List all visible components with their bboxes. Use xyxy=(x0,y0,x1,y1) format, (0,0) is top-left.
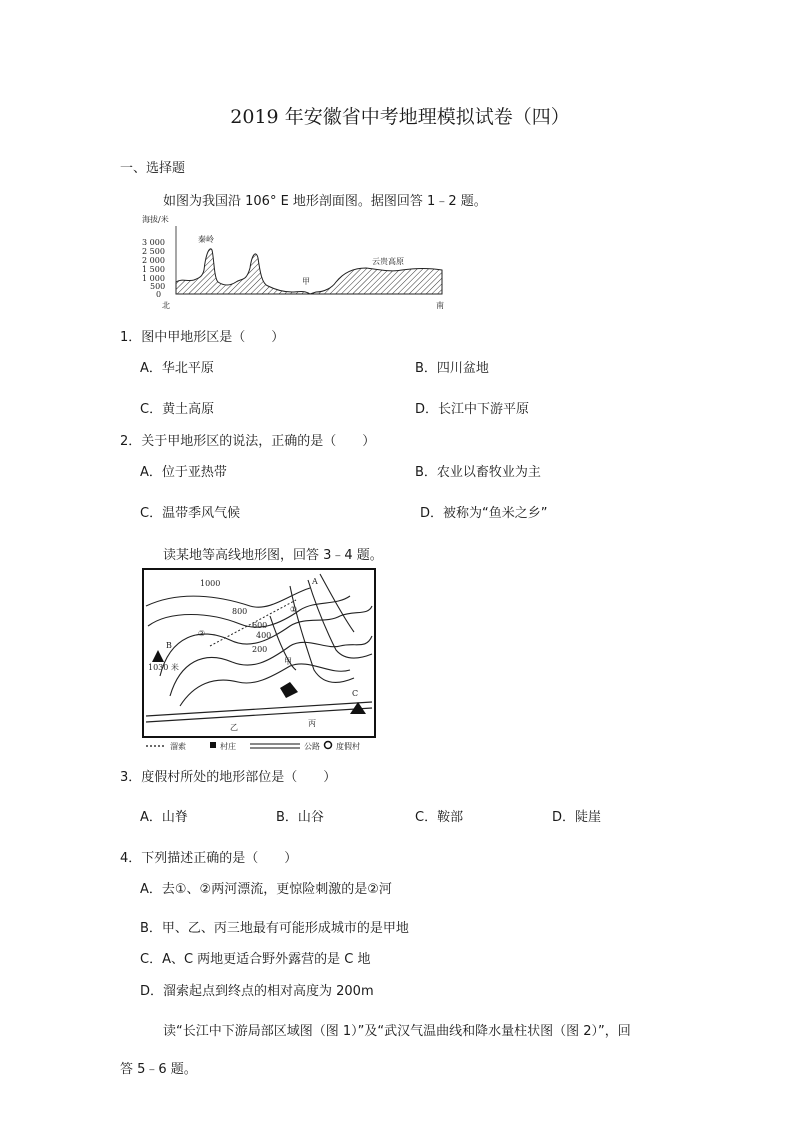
label-north: 北 xyxy=(162,301,170,310)
q2-option-b: B．农业以畜牧业为主 xyxy=(415,465,541,480)
q1-option-a: A．华北平原 xyxy=(140,361,214,376)
q4-option-a: A．去①、②两河漂流，更惊险刺激的是②河 xyxy=(140,882,392,897)
q4-option-c: C．A、C 两地更适合野外露营的是 C 地 xyxy=(140,952,371,967)
contour-map-figure xyxy=(140,566,380,754)
peak-label: 1030 米 xyxy=(148,663,179,672)
question-4-stem: 4．下列描述正确的是（ ） xyxy=(120,851,298,866)
section-heading: 一、选择题 xyxy=(120,161,186,176)
q1-option-d: D．长江中下游平原 xyxy=(415,402,530,417)
q1-option-c: C．黄土高原 xyxy=(140,402,215,417)
contour-label: 800 xyxy=(232,607,248,616)
terrain-profile-figure xyxy=(140,212,450,312)
legend-label: 公路 xyxy=(304,742,320,751)
legend-label: 度假村 xyxy=(336,742,360,751)
place-label: 乙 xyxy=(230,723,238,732)
ytick: 2 000 xyxy=(142,256,165,265)
contour-label: 1000 xyxy=(200,579,221,588)
question-intro: 如图为我国沿 106° E 地形剖面图。据图回答 1﹣2 题。 xyxy=(163,194,487,209)
ytick: 1 500 xyxy=(142,265,165,274)
ytick: 2 500 xyxy=(142,247,165,256)
label-yungui: 云贵高原 xyxy=(372,257,404,266)
legend-label: 溜索 xyxy=(170,742,186,751)
place-label: 丙 xyxy=(308,719,316,728)
legend-label: 村庄 xyxy=(220,742,236,751)
point-label: C xyxy=(352,689,359,698)
q3-option-a: A．山脊 xyxy=(140,810,188,825)
contour-label: 600 xyxy=(252,621,268,630)
place-label: 甲 xyxy=(284,657,292,666)
point-label: B xyxy=(166,641,172,650)
river-label: ② xyxy=(198,629,206,638)
contour-label: 200 xyxy=(252,645,268,654)
page-title: 2019 年安徽省中考地理模拟试卷（四） xyxy=(230,106,570,128)
q2-option-a: A．位于亚热带 xyxy=(140,465,227,480)
point-label: A xyxy=(312,577,318,586)
ytick: 3 000 xyxy=(142,238,165,247)
river-label: ① xyxy=(290,605,298,614)
question-2-stem: 2．关于甲地形区的说法，正确的是（ ） xyxy=(120,434,376,449)
label-south: 南 xyxy=(436,301,444,310)
question-intro-cont: 答 5﹣6 题。 xyxy=(120,1062,197,1077)
q2-option-c: C．温带季风气候 xyxy=(140,506,241,521)
ytick: 1 000 xyxy=(142,274,165,283)
question-intro: 读某地等高线地形图，回答 3﹣4 题。 xyxy=(163,548,383,563)
q3-option-d: D．陡崖 xyxy=(552,810,602,825)
q4-option-d: D．溜索起点到终点的相对高度为 200m xyxy=(140,984,374,999)
profile-ylabel: 海拔/米 xyxy=(142,215,169,224)
ytick: 500 xyxy=(150,282,166,291)
question-3-stem: 3．度假村所处的地形部位是（ ） xyxy=(120,770,337,785)
label-jia: 甲 xyxy=(302,277,310,286)
q3-option-b: B．山谷 xyxy=(276,810,324,825)
q3-option-c: C．鞍部 xyxy=(415,810,464,825)
ytick: 0 xyxy=(156,290,162,299)
q4-option-b: B．甲、乙、丙三地最有可能形成城市的是甲地 xyxy=(140,921,409,936)
label-qinling: 秦岭 xyxy=(198,235,214,244)
contour-label: 400 xyxy=(256,631,272,640)
q2-option-d: D．被称为“鱼米之乡” xyxy=(420,506,548,521)
question-1-stem: 1．图中甲地形区是（ ） xyxy=(120,330,285,345)
question-intro: 读“长江中下游局部区域图（图 1）”及“武汉气温曲线和降水量柱状图（图 2）”，回 xyxy=(163,1024,631,1039)
q1-option-b: B．四川盆地 xyxy=(415,361,489,376)
